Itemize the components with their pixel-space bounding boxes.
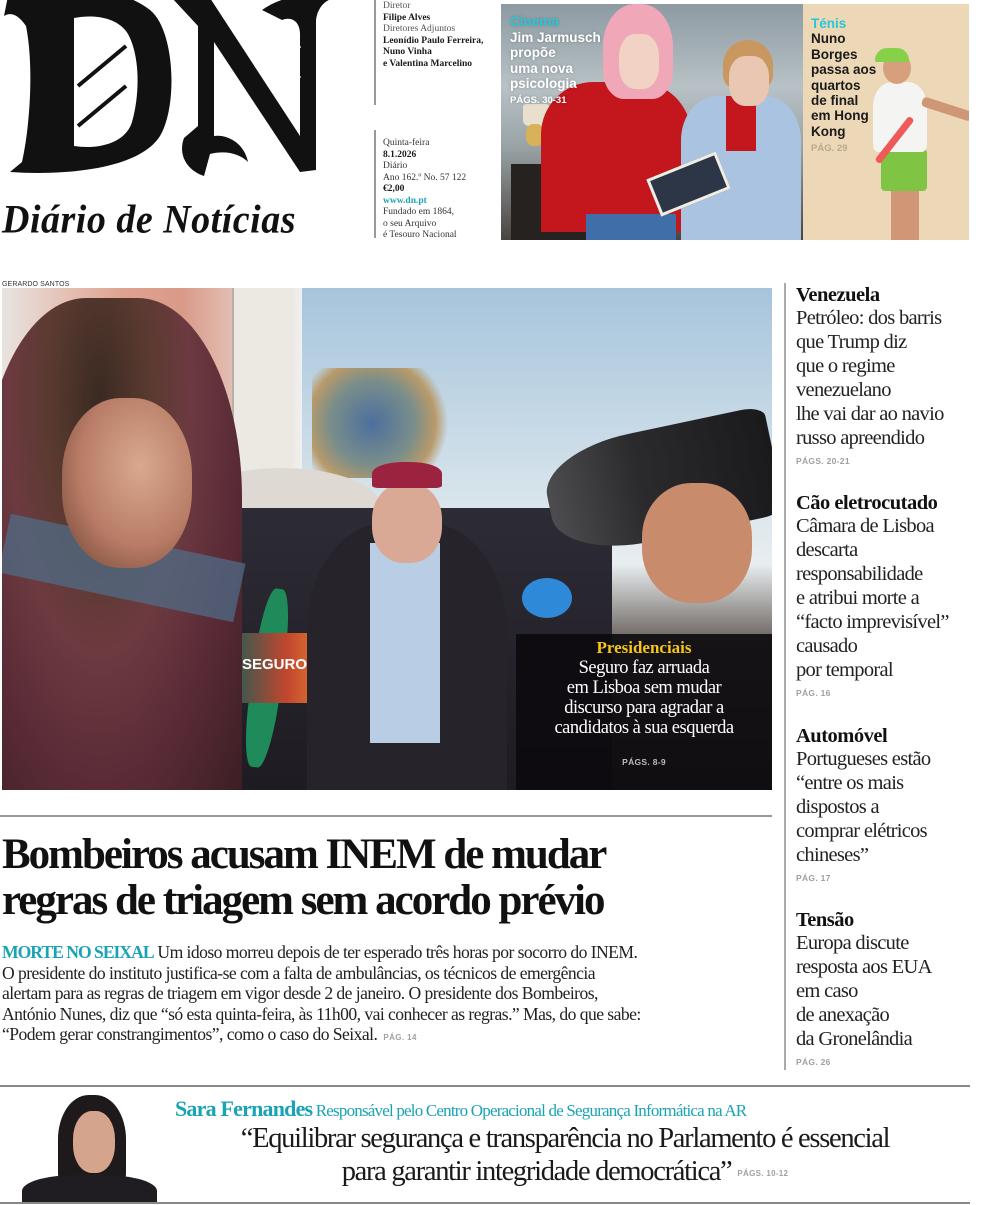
page-reference: PÁG. 17 xyxy=(796,873,831,883)
caption-line: discurso para agradar a xyxy=(564,698,724,718)
website-link[interactable]: www.dn.pt xyxy=(383,195,427,206)
promo-text xyxy=(811,16,876,157)
candidate-figure xyxy=(370,543,440,743)
section-divider xyxy=(0,1202,970,1204)
photo-figure xyxy=(881,149,927,191)
interview-byline xyxy=(175,1096,975,1124)
promo-tennis[interactable] xyxy=(803,4,969,240)
story-line: de anexação xyxy=(796,1004,890,1026)
tree xyxy=(312,368,462,478)
quote-line: “Equilibrar segurança e transparência no Parlamento é essencial xyxy=(240,1123,890,1154)
photo-figure xyxy=(619,34,659,89)
masthead-divider xyxy=(374,0,376,105)
story-line: Câmara de Lisboa xyxy=(796,515,934,537)
story-kicker: Cão eletrocutado xyxy=(796,492,938,514)
story-kicker: Venezuela xyxy=(796,284,880,306)
staff-name: Nuno Vinha xyxy=(383,47,432,57)
story-body xyxy=(796,931,981,1051)
issue-weekday: Quinta-feira xyxy=(383,138,430,148)
promo-headline-line: Nuno xyxy=(811,31,846,47)
promo-kicker: Cinema xyxy=(510,14,559,29)
candidate-cap xyxy=(372,462,442,488)
promo-headline-line: de final xyxy=(811,93,859,109)
section-divider xyxy=(0,1085,970,1087)
lead-headline[interactable] xyxy=(2,832,777,924)
wordmark: Diário de Notícias xyxy=(2,197,296,243)
foreground-figure xyxy=(62,398,192,568)
staff-name: Leonídio Paulo Ferreira, xyxy=(383,35,484,46)
portrait-figure xyxy=(22,1175,157,1203)
issue-frequency: Diário xyxy=(383,161,408,171)
issue-date: 8.1.2026 xyxy=(383,149,417,160)
page-reference: PÁG. 26 xyxy=(796,1057,831,1067)
story-line: chineses” xyxy=(796,844,869,866)
headline-line: Bombeiros acusam INEM de mudar xyxy=(2,831,606,878)
lead-body-line: O presidente do instituto justifica-se com a falta de ambulâncias, os técnicos de emergência xyxy=(2,962,595,983)
portrait-figure xyxy=(73,1111,115,1173)
photo-figure xyxy=(586,214,676,240)
sidebar-story-venezuela[interactable] xyxy=(796,284,981,466)
story-line: lhe vai dar ao navio xyxy=(796,403,944,425)
story-line: “entre os mais xyxy=(796,772,904,794)
headline-line: regras de triagem sem acordo prévio xyxy=(2,877,604,924)
page-reference: PÁG. 14 xyxy=(383,1033,417,1042)
promo-headline-line: psicologia xyxy=(510,76,577,91)
candidate-figure xyxy=(372,483,442,563)
story-line: em caso xyxy=(796,980,858,1002)
page-reference: PÁGS. 10-12 xyxy=(737,1168,789,1178)
story-line: que Trump diz xyxy=(796,331,907,353)
interviewee-role: Responsável pelo Centro Operacional de Segurança Informática na AR xyxy=(312,1101,747,1120)
photo-figure xyxy=(873,82,927,152)
founded-note: Fundado em 1864, xyxy=(383,207,454,217)
lead-body-line: Um idoso morreu depois de ter esperado três horas por socorro do INEM. xyxy=(153,942,638,962)
story-line: resposta aos EUA xyxy=(796,956,932,978)
page-reference: PÁGS. 8-9 xyxy=(622,757,666,767)
campaign-sign-text: SEGURO xyxy=(242,656,308,673)
promo-kicker: Ténis xyxy=(811,16,847,31)
archive-note: é Tesouro Nacional xyxy=(383,230,457,240)
staff-name: Filipe Alves xyxy=(383,12,431,23)
story-line: russo apreendido xyxy=(796,427,925,449)
section-divider xyxy=(0,815,772,817)
story-line: “facto imprevisível” xyxy=(796,611,949,633)
lead-body xyxy=(2,942,777,1049)
promo-cinema[interactable] xyxy=(501,4,803,240)
promo-headline-line: quartos xyxy=(811,77,861,93)
photo-figure xyxy=(729,56,769,106)
photo-caption-box[interactable] xyxy=(516,634,772,790)
sidebar-story-automovel[interactable] xyxy=(796,725,981,883)
caption-kicker: Presidenciais xyxy=(596,638,692,657)
photo-credit: GERARDO SANTOS xyxy=(2,281,70,288)
story-kicker: Tensão xyxy=(796,909,854,931)
story-line: e atribui morte a xyxy=(796,587,920,609)
story-body xyxy=(796,306,981,450)
story-body xyxy=(796,747,981,867)
interviewee-portrait xyxy=(18,1093,160,1203)
caption-line: Seguro faz arruada xyxy=(578,658,710,678)
promo-headline-line: Borges xyxy=(811,46,858,62)
interview-quote[interactable] xyxy=(160,1122,970,1190)
caption-headline xyxy=(516,658,772,738)
sidebar-story-cao-eletrocutado[interactable] xyxy=(796,492,981,698)
staff-credits xyxy=(383,1,498,70)
story-line: comprar elétricos xyxy=(796,820,927,842)
caption-line: em Lisboa sem mudar xyxy=(566,678,722,698)
issue-volume: Ano 162.º No. 57 122 xyxy=(383,172,467,183)
staff-name: e Valentina Marcelino xyxy=(383,58,473,69)
story-line: por temporal xyxy=(796,659,893,681)
lead-body-line: alertam para as regras de triagem em vigor desde 2 de janeiro. O presidente dos Bombeiros, xyxy=(2,983,598,1003)
sidebar-divider xyxy=(784,283,786,1070)
promo-headline-line: em Hong xyxy=(811,108,869,124)
story-kicker: Automóvel xyxy=(796,725,888,747)
dn-blackletter-logo-icon xyxy=(0,0,345,191)
promo-headline-line: uma nova xyxy=(510,60,574,76)
story-line: venezuelano xyxy=(796,379,891,401)
photo-figure xyxy=(891,189,919,240)
quote-line: para garantir integridade democrática” xyxy=(341,1156,732,1187)
lead-kicker: MORTE NO SEIXAL xyxy=(2,942,154,962)
photographer-hand xyxy=(642,483,752,603)
masthead-divider xyxy=(374,130,376,238)
story-body xyxy=(796,514,981,682)
issue-price: €2,00 xyxy=(383,184,405,194)
page-reference: PÁG. 16 xyxy=(796,688,831,698)
story-line: dispostos a xyxy=(796,796,879,818)
story-line: Portugueses estão xyxy=(796,748,931,770)
page-reference: PÁGS. 20-21 xyxy=(796,456,850,466)
sidebar-story-tensao[interactable] xyxy=(796,909,981,1067)
lead-body-line: António Nunes, diz que “só esta quinta-feira, às 11h00, vai conhecer as regras.” Mas, do que sabe: xyxy=(2,1003,641,1024)
promo-headline-line: Jim Jarmusch xyxy=(510,29,601,45)
story-line: da Gronelândia xyxy=(796,1028,912,1050)
masthead-logo[interactable] xyxy=(0,0,345,250)
story-line: descarta xyxy=(796,539,858,561)
promo-headline-line: propõe xyxy=(510,45,556,60)
page-reference: PÁGS. 30-31 xyxy=(510,94,567,106)
staff-role: Diretor xyxy=(383,1,411,11)
story-line: Europa discute xyxy=(796,932,909,954)
photo-figure xyxy=(921,96,969,122)
staff-role: Diretores Adjuntos xyxy=(383,24,456,34)
story-line: responsabilidade xyxy=(796,563,923,585)
story-line: causado xyxy=(796,635,858,657)
tennis-cap xyxy=(875,48,909,62)
archive-note: o seu Arquivo xyxy=(383,218,437,229)
caption-line: candidatos à sua esquerda xyxy=(554,718,734,738)
story-line: que o regime xyxy=(796,355,895,377)
interviewee-name: Sara Fernandes xyxy=(175,1096,313,1121)
microphone xyxy=(522,578,572,618)
story-line: Petróleo: dos barris xyxy=(796,307,942,329)
lead-body-line: “Podem gerar constrangimentos”, como o caso do Seixal. xyxy=(2,1024,378,1044)
issue-info xyxy=(383,138,498,242)
promo-headline-line: Kong xyxy=(811,123,846,139)
promo-headline-line: passa aos xyxy=(811,62,877,78)
page-reference: PÁG. 29 xyxy=(811,143,848,155)
building-balcony xyxy=(232,288,292,478)
promo-text xyxy=(510,14,601,108)
